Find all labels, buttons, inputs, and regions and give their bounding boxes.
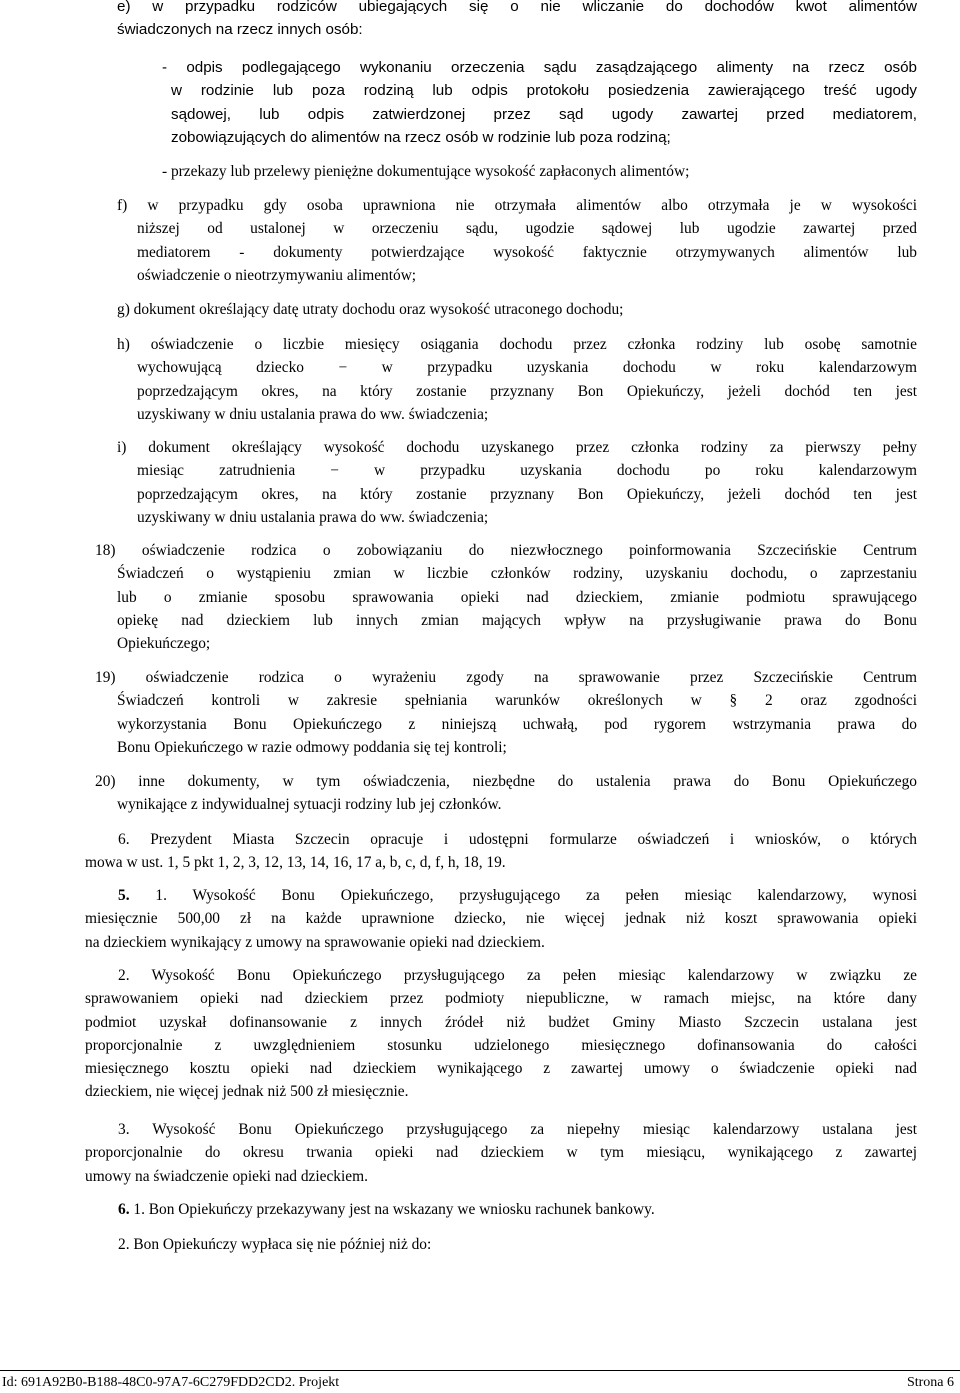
- item-20: [95, 770, 917, 817]
- item-e: [117, 0, 917, 42]
- text-line: Opiekuńczego;: [117, 635, 211, 653]
- text-line: 2. Wysokość Bonu Opiekuńczego przysługującego za pełen miesiąc kalendarzowy w związku ze: [118, 967, 917, 984]
- text-line: wykorzystania Bonu Opiekuńczego z niniejszą uchwałą, pod rygorem wstrzymania prawa do: [117, 715, 917, 733]
- text-line: - odpis podlegającego wykonaniu orzeczenia sądu zasądzającego alimenty na rzecz osób: [162, 59, 917, 76]
- text-line: wynikające z indywidualnej sytuacji rodziny lub jej członków.: [117, 796, 502, 814]
- text-line: dzieckiem, nie więcej jednak niż 500 zł miesięcznie.: [85, 1083, 409, 1101]
- item-f: [117, 194, 917, 287]
- text-line: oświadczenie o nieotrzymywaniu alimentów;: [137, 266, 417, 284]
- text-line: zobowiązujących do alimentów na rzecz osób w rodzinie lub poza rodziną;: [171, 128, 671, 146]
- section-5-paragraph-3: [85, 1118, 917, 1188]
- text-line: miesiąc zatrudnienia − w przypadku uzyskania dochodu po roku kalendarzowym: [137, 462, 917, 480]
- text-line: proporcjonalnie z uwzględnieniem stosunku udzielonego miesięcznego dofinansowania do całości: [85, 1036, 917, 1054]
- section-6-paragraph-1: [85, 1198, 917, 1221]
- text-line: sprawowaniem opieki nad dzieckiem przez podmioty niepubliczne, w ramach miejsc, na które dany: [85, 990, 917, 1008]
- text-line: 18) oświadczenie rodzica o zobowiązaniu do niezwłocznego poinformowania Szczecińskie Centrum: [95, 542, 917, 559]
- text-line: sądowej, lub odpis zatwierdzonej przez sąd ugody zawartej przed mediatorem,: [171, 105, 917, 123]
- section-number: 5.: [118, 887, 130, 904]
- section-5-paragraph-2: [85, 964, 917, 1104]
- paragraph-6: [85, 828, 917, 875]
- text-line: miesięcznego kosztu opieki nad dzieckiem wynikającego z zawartej umowy o świadczenie opieki nad: [85, 1060, 917, 1078]
- text-line: uzyskiwany w dniu ustalania prawa do ww. świadczenia;: [137, 508, 489, 526]
- item-19: [95, 666, 917, 759]
- text-line: 3. Wysokość Bonu Opiekuńczego przysługującego za niepełny miesiąc kalendarzowy ustalana jest: [118, 1121, 917, 1138]
- text-line: f) w przypadku gdy osoba uprawniona nie otrzymała alimentów albo otrzymała je w wysokości: [117, 197, 917, 214]
- text-line: wychowującą dziecko − w przypadku uzyskania dochodu w roku kalendarzowym: [137, 359, 917, 377]
- text-line: 20) inne dokumenty, w tym oświadczenia, niezbędne do ustalenia prawa do Bonu Opiekuńczego: [95, 773, 917, 790]
- text-line: [85, 1198, 917, 1221]
- section-5-paragraph-1: [85, 884, 917, 954]
- text-fragment: 1. Bon Opiekuńczy przekazywany jest na wskazany we wniosku rachunek bankowy.: [129, 1201, 655, 1218]
- text-line: poprzedzającym okres, na który zostanie przyznany Bon Opiekuńczy, jeżeli dochód ten jest: [137, 382, 917, 400]
- text-line: i) dokument określający wysokość dochodu uzyskanego przez członka rodziny za pierwszy pełny: [117, 439, 917, 456]
- text-line: g) dokument określający datę utraty dochodu oraz wysokość utraconego dochodu;: [117, 301, 624, 318]
- page-number: Strona 6: [906, 1375, 954, 1390]
- text-fragment: 1. Wysokość Bonu Opiekuńczego, przysługującego za pełen miesiąc kalendarzowy, wynosi: [129, 887, 917, 904]
- text-line: 6. Prezydent Miasta Szczecin opracuje i udostępni formularze oświadczeń i wniosków, o których: [118, 831, 917, 848]
- text-line: Bonu Opiekuńczego w razie odmowy poddania się tej kontroli;: [117, 738, 507, 756]
- text-line: 2. Bon Opiekuńczy wypłaca się nie później niż do:: [118, 1236, 432, 1253]
- text-line: h) oświadczenie o liczbie miesięcy osiągania dochodu przez członka rodziny lub osobę samotnie: [117, 336, 917, 353]
- item-i: [117, 436, 917, 529]
- text-line: - przekazy lub przelewy pieniężne dokumentujące wysokość zapłaconych alimentów;: [162, 163, 690, 180]
- text-line: Świadczeń kontroli w zakresie spełniania warunków określonych w § 2 oraz zgodności: [117, 692, 917, 710]
- item-18: [95, 539, 917, 655]
- item-e-dash-2: [162, 160, 917, 183]
- text-line: 19) oświadczenie rodzica o wyrażeniu zgody na sprawowanie przez Szczecińskie Centrum: [95, 669, 917, 686]
- text-line: w rodzinie lub poza rodziną lub odpis protokołu posiedzenia zawierającego treść ugody: [171, 82, 917, 100]
- text-line: proporcjonalnie do okresu trwania opieki nad dzieckiem w tym miesiącu, wynikającego z zawartej: [85, 1144, 917, 1162]
- text-line: niższej od ustalonej w orzeczeniu sądu, ugodzie sądowej lub ugodzie zawartej przed: [137, 220, 917, 238]
- section-6-paragraph-2: [85, 1233, 917, 1256]
- text-line: umowy na świadczenie opieki nad dzieckiem.: [85, 1167, 368, 1185]
- text-line: Świadczeń o wystąpieniu zmian w liczbie członków rodziny, uzyskaniu dochodu, o zaprzestaniu: [117, 565, 917, 583]
- text-line: świadczonych na rzecz innych osób:: [117, 21, 363, 39]
- item-e-dash-1: [162, 56, 917, 149]
- text-line: poprzedzającym okres, na który zostanie przyznany Bon Opiekuńczy, jeżeli dochód ten jest: [137, 485, 917, 503]
- text-line: mediatorem - dokumenty potwierdzające wysokość faktycznie otrzymywanych alimentów lub: [137, 243, 917, 261]
- text-line: e) w przypadku rodziców ubiegających się o nie wliczanie do dochodów kwot alimentów: [117, 0, 917, 15]
- item-h: [117, 333, 917, 426]
- page-footer: [0, 1370, 960, 1392]
- text-line: na dzieckiem wynikający z umowy na sprawowanie opieki nad dzieckiem.: [85, 933, 545, 951]
- text-line: [85, 884, 917, 907]
- text-line: opiekę nad dzieckiem lub innych zmian mających wpływ na przysługiwanie prawa do Bonu: [117, 611, 917, 629]
- section-number: 6.: [118, 1201, 130, 1218]
- item-g: [117, 298, 917, 321]
- text-line: mowa w ust. 1, 5 pkt 1, 2, 3, 12, 13, 14, 16, 17 a, b, c, d, f, h, 18, 19.: [85, 854, 506, 872]
- text-line: uzyskiwany w dniu ustalania prawa do ww. świadczenia;: [137, 405, 489, 423]
- document-id: Id: 691A92B0-B188-48C0-97A7-6C279FDD2CD2. Projekt: [2, 1375, 340, 1390]
- text-line: miesięcznie 500,00 zł na każde uprawnione dziecko, nie więcej jednak niż koszt sprawowania opieki: [85, 910, 917, 928]
- text-line: lub o zmianie sposobu sprawowania opieki nad dzieckiem, zmianie podmiotu sprawującego: [117, 588, 917, 606]
- text-line: podmiot uzyskał dofinansowanie z innych źródeł niż budżet Gminy Miasto Szczecin ustalana jest: [85, 1013, 917, 1031]
